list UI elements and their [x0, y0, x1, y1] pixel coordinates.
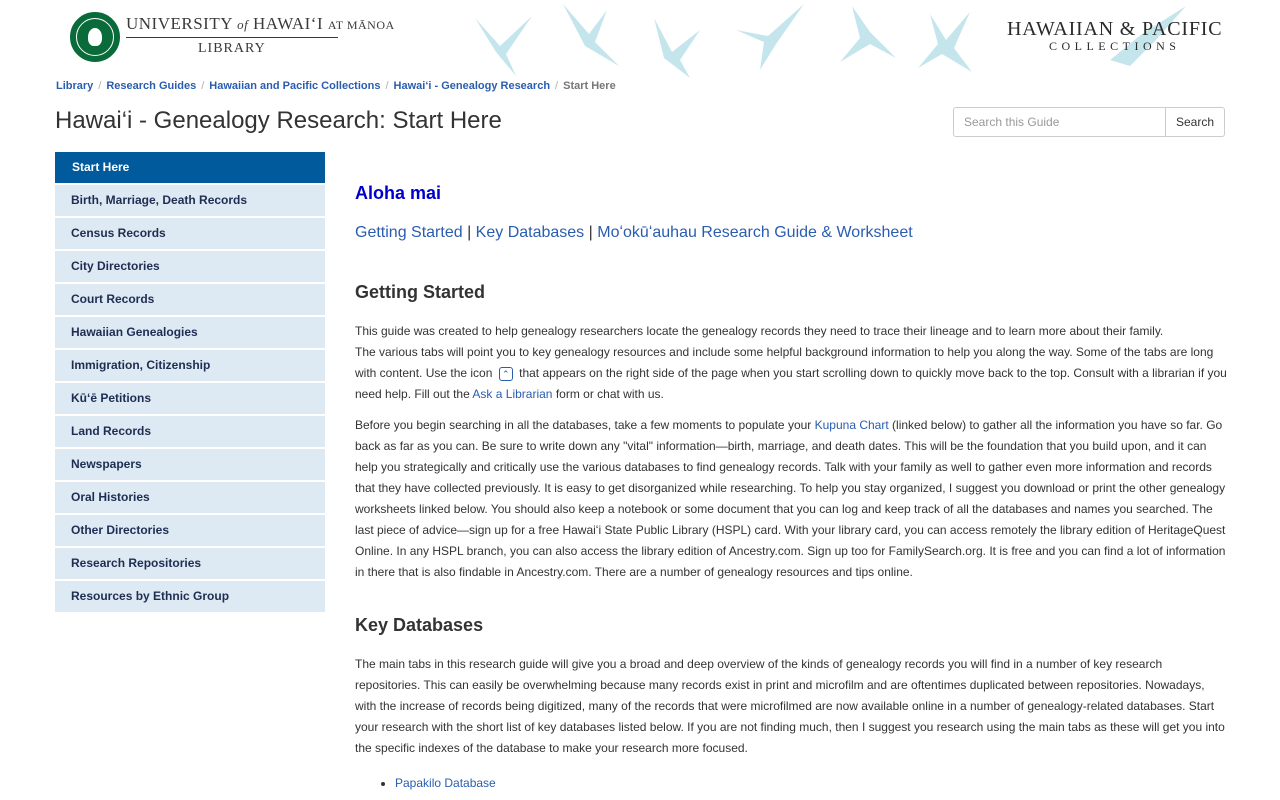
bird-decoration-icon — [830, 2, 900, 72]
key-databases-paragraph: The main tabs in this research guide will give you a broad and deep overview of the kinds of genealogy records you will find in a number of key research repositories. This can easily be overwhelming because many records exist in print and microfilm and are oftentimes duplicated between repositories. Nowadays, with the increase of records being digitized, many of the records that were microfilmed are now available online in a number of genealogy-related databases. Start your research with the short list of key databases listed below. If you are not finding much, then I suggest you research using the main tabs as these will get you into the specific indexes of the database to make your research more focused. — [355, 657, 1225, 755]
kupuna-chart-link[interactable]: Kupuna Chart — [814, 418, 889, 432]
bird-decoration-icon — [470, 8, 540, 78]
sidebar-item-kue-petitions[interactable]: Kūʻē Petitions — [55, 383, 325, 414]
guide-sidebar-nav — [55, 152, 325, 614]
breadcrumb-current: Start Here — [563, 80, 616, 92]
bird-decoration-icon — [555, 0, 625, 70]
sidebar-item-resources-by-ethnic-group[interactable]: Resources by Ethnic Group — [55, 581, 325, 612]
back-to-top-icon: ⌃ — [499, 367, 513, 381]
sidebar-item-birth-marriage-death[interactable]: Birth, Marriage, Death Records — [55, 185, 325, 216]
sidebar-item-other-directories[interactable]: Other Directories — [55, 515, 325, 546]
sidebar-item-oral-histories[interactable]: Oral Histories — [55, 482, 325, 513]
breadcrumb-link-library[interactable]: Library — [56, 80, 94, 92]
sidebar-item-immigration-citizenship[interactable]: Immigration, Citizenship — [55, 350, 325, 381]
jump-link-research-guide-worksheet[interactable]: Moʻokūʻauhau Research Guide & Worksheet — [597, 224, 913, 241]
sidebar-item-newspapers[interactable]: Newspapers — [55, 449, 325, 480]
sidebar-item-land-records[interactable]: Land Records — [55, 416, 325, 447]
search-button[interactable]: Search — [1166, 107, 1225, 137]
bird-decoration-icon — [910, 6, 980, 76]
section-heading-getting-started: Getting Started — [355, 282, 486, 302]
breadcrumb-link-hawaiian-pacific-collections[interactable]: Hawaiian and Pacific Collections — [209, 80, 381, 92]
breadcrumb: Library / Research Guides / Hawaiian and Pacific Collections / Hawai‘i - Genealogy Research / Start Here — [56, 80, 616, 92]
section-heading-key-databases: Key Databases — [355, 615, 484, 635]
getting-started-paragraph-2: Before you begin searching in all the databases, take a few moments to populate your Kupuna Chart (linked below) to gather all the information you have so far. Go back as far as you can. Be sure to write down any "vital" information—birth, marriage, and death dates. This will be the foundation that you build upon, and it can help you strategically and critically use the various databases to find genealogy records. Talk with your family as well to gather even more information and records that they have collected previously. It is easy to get disorganized while researching. To help you stay organized, I suggest you download or print the other genealogy worksheets linked below. You should also keep a notebook or some document that you can log and keep track of all the databases and names you searched. The last piece of advice—sign up for a free Hawaiʻi State Public Library (HSPL) card. With your library card, you can access remotely the library edition of HeritageQuest Online. In any HSPL branch, you can also access the library edition of Ancestry.com. Sign up too for FamilySearch.org. It is free and you can find a lot of information in there that is also findable in Ancestry.com. There are a number of genealogy resources and tips online. — [355, 418, 1226, 579]
ask-a-librarian-link[interactable]: Ask a Librarian — [472, 387, 553, 401]
sidebar-item-census-records[interactable]: Census Records — [55, 218, 325, 249]
jump-link-getting-started[interactable]: Getting Started — [355, 224, 463, 241]
sidebar-item-court-records[interactable]: Court Records — [55, 284, 325, 315]
papakilo-database-link[interactable]: Papakilo Database — [395, 776, 496, 790]
jump-links: Getting Started | Key Databases | Moʻokūʻauhau Research Guide & Worksheet — [355, 224, 913, 241]
breadcrumb-link-genealogy-research[interactable]: Hawai‘i - Genealogy Research — [393, 80, 551, 92]
sidebar-item-start-here[interactable]: Start Here — [55, 152, 325, 183]
hawaiian-pacific-collections-logo[interactable]: HAWAIIAN & PACIFIC COLLECTIONS — [1007, 18, 1223, 53]
sidebar-item-hawaiian-genealogies[interactable]: Hawaiian Genealogies — [55, 317, 325, 348]
aloha-heading: Aloha mai — [355, 183, 442, 203]
key-databases-list — [395, 773, 1227, 794]
main-content — [355, 183, 1227, 794]
uh-library-wordmark[interactable]: UNIVERSITY of HAWAI‘I AT MĀNOA LIBRARY — [126, 14, 395, 56]
search-input[interactable] — [953, 107, 1166, 137]
getting-started-paragraph-1: This guide was created to help genealogy researchers locate the genealogy records they need to trace their lineage and to learn more about their family. The various tabs will point you to key genealogy resources and include some helpful background information to help you along the way. Some of the tabs are long with content. Use the icon ⌃ that appears on the right side of the page when you start scrolling down to quickly move back to the top. Consult with a librarian if you need help. Fill out the Ask a Librarian form or chat with us. — [355, 324, 1227, 401]
page-title: Hawai‘i - Genealogy Research: Start Here — [55, 107, 502, 134]
header-banner — [0, 0, 1280, 78]
sidebar-item-city-directories[interactable]: City Directories — [55, 251, 325, 282]
sidebar-item-research-repositories[interactable]: Research Repositories — [55, 548, 325, 579]
bird-decoration-icon — [730, 0, 810, 72]
guide-search — [953, 107, 1225, 137]
jump-link-key-databases[interactable]: Key Databases — [475, 224, 585, 241]
list-item — [395, 773, 1227, 794]
uh-seal-logo[interactable] — [70, 12, 120, 62]
breadcrumb-link-research-guides[interactable]: Research Guides — [106, 80, 197, 92]
bird-decoration-icon — [640, 12, 710, 78]
